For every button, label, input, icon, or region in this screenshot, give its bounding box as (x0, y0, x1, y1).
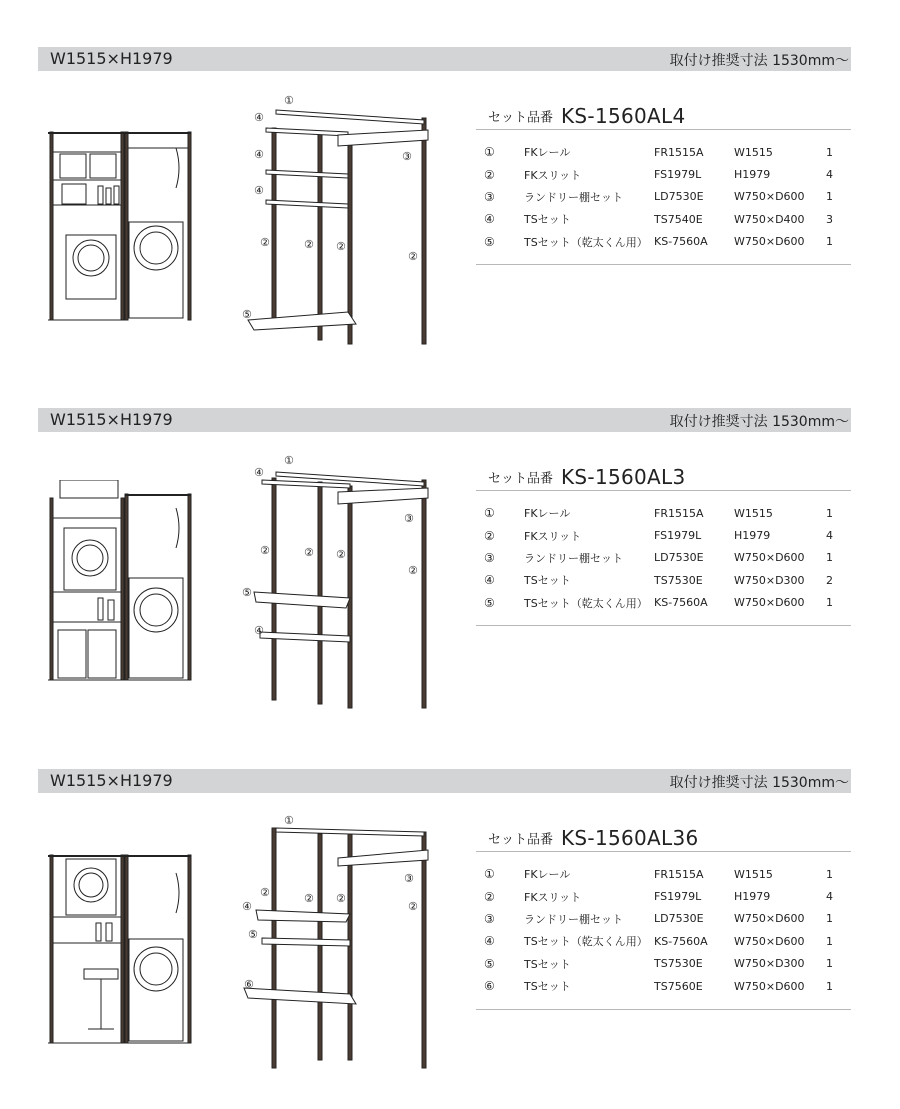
part-name: ランドリー棚セット (524, 551, 623, 565)
part-code: FS1979L (654, 168, 702, 182)
part-name: TSセット (524, 957, 571, 971)
part-quantity: 4 (826, 529, 833, 543)
parts-diagram (238, 90, 448, 350)
part-name: FKスリット (524, 890, 582, 904)
part-size: H1979 (734, 168, 771, 182)
table-row (478, 930, 846, 952)
section-header-bar (38, 47, 851, 71)
set-number-label: セット品番 (488, 471, 554, 487)
table-top-rule (476, 851, 851, 852)
part-code: FR1515A (654, 145, 704, 159)
part-number: ④ (484, 212, 495, 227)
part-number: ② (484, 889, 495, 904)
part-size: W750×D300 (734, 573, 805, 587)
part-quantity: 1 (826, 957, 833, 971)
part-code: FR1515A (654, 867, 704, 881)
part-number: ③ (484, 911, 495, 926)
table-top-rule (476, 490, 851, 491)
part-size: W1515 (734, 145, 773, 159)
table-bottom-rule (476, 1009, 851, 1010)
part-name: TSセット (524, 980, 571, 994)
callout-ts-middle: ④ (254, 148, 264, 161)
part-size: W750×D600 (734, 190, 805, 204)
part-name: FKレール (524, 868, 571, 882)
part-number: ④ (484, 934, 495, 949)
parts-table (478, 502, 846, 614)
part-code: TS7560E (654, 979, 703, 993)
table-bottom-rule (476, 264, 851, 265)
table-row (478, 208, 846, 230)
recommended-size-label: 取付け推奨寸法 1530mm〜 (669, 53, 849, 69)
part-size: W750×D600 (734, 912, 805, 926)
table-row (478, 569, 846, 591)
part-number: ④ (484, 573, 495, 588)
callout-laundry: ③ (404, 512, 414, 525)
callout-kanta: ⑤ (242, 308, 252, 321)
recommended-size-label: 取付け推奨寸法 1530mm〜 (669, 775, 849, 791)
callout-ts-upper: ④ (254, 466, 264, 479)
part-quantity: 1 (826, 145, 833, 159)
part-code: TS7530E (654, 957, 703, 971)
part-quantity: 1 (826, 867, 833, 881)
part-quantity: 1 (826, 912, 833, 926)
callout-rail: ① (284, 94, 294, 107)
installed-scene-illustration (48, 130, 198, 330)
part-name: TSセット（乾太くん用） (524, 935, 648, 949)
part-size: W750×D300 (734, 957, 805, 971)
parts-diagram (238, 452, 448, 722)
part-name: FKスリット (524, 168, 582, 182)
part-name: TSセット（乾太くん用） (524, 596, 648, 610)
callout-slit-3: ② (336, 548, 346, 561)
part-code: FR1515A (654, 506, 704, 520)
part-name: ランドリー棚セット (524, 912, 623, 926)
callout-slit-4: ② (408, 900, 418, 913)
set-number-code: KS-1560AL36 (561, 826, 699, 850)
table-top-rule (476, 129, 851, 130)
part-quantity: 1 (826, 235, 833, 249)
set-number-heading (488, 104, 686, 128)
part-number: ③ (484, 550, 495, 565)
part-name: FKレール (524, 146, 571, 160)
part-name: FKレール (524, 507, 571, 521)
callout-slit-2: ② (304, 238, 314, 251)
part-number: ① (484, 506, 495, 521)
parts-table (478, 141, 846, 253)
callout-slit-1: ② (260, 236, 270, 249)
part-size: H1979 (734, 529, 771, 543)
callout-slit-2: ② (304, 546, 314, 559)
callout-ts-upper: ④ (254, 111, 264, 124)
callout-slit-1: ② (260, 544, 270, 557)
set-number-label: セット品番 (488, 110, 554, 126)
part-size: W750×D600 (734, 596, 805, 610)
callout-ts2: ⑥ (244, 978, 254, 991)
part-number: ⑤ (484, 956, 495, 971)
part-code: KS-7560A (654, 934, 708, 948)
callout-ts-lower: ④ (254, 624, 264, 637)
part-quantity: 1 (826, 979, 833, 993)
part-number: ② (484, 167, 495, 182)
callout-kanta: ④ (242, 900, 252, 913)
part-number: ③ (484, 189, 495, 204)
table-row (478, 186, 846, 208)
table-row (478, 592, 846, 614)
part-code: FS1979L (654, 890, 702, 904)
part-code: LD7530E (654, 912, 704, 926)
callout-slit-1: ② (260, 886, 270, 899)
part-number: ② (484, 528, 495, 543)
table-row (478, 163, 846, 185)
part-quantity: 1 (826, 551, 833, 565)
part-quantity: 1 (826, 506, 833, 520)
table-row (478, 231, 846, 253)
callout-rail: ① (284, 814, 294, 827)
part-number: ① (484, 867, 495, 882)
section-header-bar (38, 769, 851, 793)
recommended-size-label: 取付け推奨寸法 1530mm〜 (669, 414, 849, 430)
part-code: TS7530E (654, 573, 703, 587)
table-row (478, 547, 846, 569)
table-row (478, 141, 846, 163)
callout-ts: ⑤ (248, 928, 258, 941)
part-size: W1515 (734, 867, 773, 881)
table-row (478, 524, 846, 546)
part-quantity: 1 (826, 190, 833, 204)
table-row (478, 953, 846, 975)
part-size: W750×D400 (734, 212, 805, 226)
set-section-3 (0, 769, 900, 1109)
part-number: ⑤ (484, 234, 495, 249)
callout-slit-2: ② (304, 892, 314, 905)
set-number-label: セット品番 (488, 832, 554, 848)
callout-rail: ① (284, 454, 294, 467)
part-code: LD7530E (654, 190, 704, 204)
callout-slit-3: ② (336, 892, 346, 905)
part-size: W750×D600 (734, 235, 805, 249)
set-section-2 (0, 408, 900, 748)
table-row (478, 908, 846, 930)
parts-diagram (238, 810, 448, 1090)
set-number-heading (488, 465, 686, 489)
part-name: TSセット（乾太くん用） (524, 235, 648, 249)
part-number: ⑤ (484, 595, 495, 610)
installed-scene-illustration (48, 853, 198, 1053)
part-name: ランドリー棚セット (524, 190, 623, 204)
callout-laundry: ③ (402, 150, 412, 163)
part-quantity: 4 (826, 890, 833, 904)
part-size: W750×D600 (734, 551, 805, 565)
size-label: W1515×H1979 (50, 771, 173, 790)
part-code: TS7540E (654, 212, 703, 226)
part-quantity: 2 (826, 573, 833, 587)
callout-slit-4: ② (408, 250, 418, 263)
part-size: H1979 (734, 890, 771, 904)
part-name: FKスリット (524, 529, 582, 543)
part-size: W750×D600 (734, 934, 805, 948)
set-section-1 (0, 47, 900, 387)
part-quantity: 1 (826, 934, 833, 948)
callout-kanta: ⑤ (242, 586, 252, 599)
set-number-code: KS-1560AL4 (561, 104, 686, 128)
size-label: W1515×H1979 (50, 410, 173, 429)
part-name: TSセット (524, 213, 571, 227)
callout-laundry: ③ (404, 872, 414, 885)
table-bottom-rule (476, 625, 851, 626)
part-code: LD7530E (654, 551, 704, 565)
callout-slit-4: ② (408, 564, 418, 577)
part-size: W1515 (734, 506, 773, 520)
table-row (478, 502, 846, 524)
size-label: W1515×H1979 (50, 49, 173, 68)
part-quantity: 3 (826, 212, 833, 226)
part-number: ⑥ (484, 979, 495, 994)
part-name: TSセット (524, 574, 571, 588)
table-row (478, 975, 846, 997)
part-quantity: 1 (826, 596, 833, 610)
part-number: ① (484, 145, 495, 160)
part-code: KS-7560A (654, 235, 708, 249)
callout-ts-lower: ④ (254, 184, 264, 197)
table-row (478, 863, 846, 885)
part-quantity: 4 (826, 168, 833, 182)
part-code: FS1979L (654, 529, 702, 543)
set-number-heading (488, 826, 699, 850)
set-number-code: KS-1560AL3 (561, 465, 686, 489)
callout-slit-3: ② (336, 240, 346, 253)
installed-scene-illustration (48, 480, 198, 690)
section-header-bar (38, 408, 851, 432)
table-row (478, 885, 846, 907)
part-code: KS-7560A (654, 596, 708, 610)
part-size: W750×D600 (734, 979, 805, 993)
parts-table (478, 863, 846, 997)
